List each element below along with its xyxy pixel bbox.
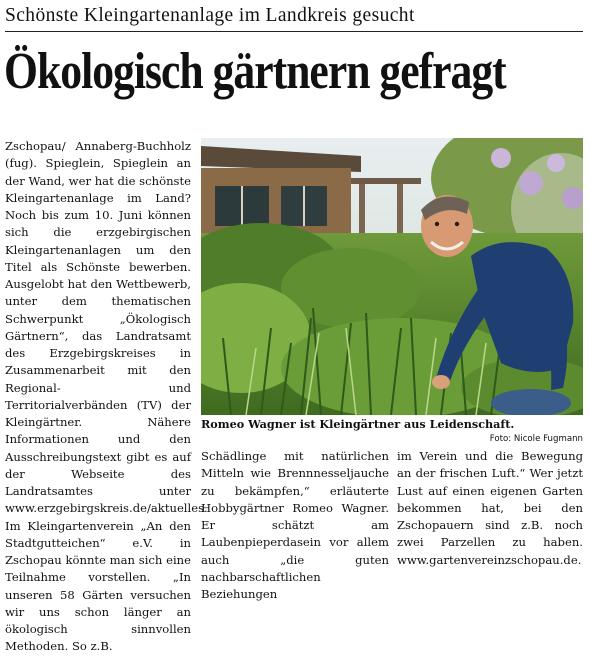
article-photo — [201, 138, 583, 415]
article-column-3: im Verein und die Bewegung an der frischen Luft.“ Wer jetzt Lust auf einen eigenen Garten bekommen hat, bei den Zschopauern sind z.B. noch zwei Parzellen zu haben. www.gartenvereinzschopau.de. — [397, 449, 583, 567]
article-column-1: Zschopau/ Annaberg-Buchholz (fug). Spieglein, Spieglein an der Wand, wer hat die schönste Kleingartenanlage im Land? Noch bis zum 10. Juni können sich die erzgebirgischen Kleingartenanlagen um den Titel als Schönste bewerben. Ausgelobt hat den Wettbewerb, unter dem thematischen Schwerpunkt „Ökologisch Gärtnern“, das Landratsamt des Erzgebirgskreises in Zusammenarbeit mit den Regional- und Territorialverbänden (TV) der Kleingärtner. Nähere Informationen und den Ausschreibungstext gibt es auf der Webseite des Landratsamtes unter www.erzgebirgskreis.de/aktuelles. Im Kleingartenverein „An den Stadtgutteichen“ e.V. in Zschopau könnte man sich eine Teilnahme vorstellen. „In unseren 58 Gärten versuchen wir uns schon länger an ökologisch sinnvollen Methoden. So z.B. — [5, 139, 208, 654]
kicker-headline: Schönste Kleingartenanlage im Landkreis gesucht — [5, 5, 415, 26]
article-headline: Ökologisch gärtnern gefragt — [4, 43, 506, 100]
kicker-rule — [5, 31, 583, 32]
photo-caption: Romeo Wagner ist Kleingärtner aus Leidenschaft. — [201, 417, 515, 431]
photo-credit: Foto: Nicole Fugmann — [489, 434, 583, 444]
article-column-2: Schädlinge mit natürlichen Mitteln wie Brennnesseljauche zu bekämpfen,“ erläuterte Hobbygärtner Romeo Wagner. Er schätzt am Laubenpieperdasein vor allem auch „die guten nachbarschaftlichen Beziehungen — [201, 449, 389, 601]
